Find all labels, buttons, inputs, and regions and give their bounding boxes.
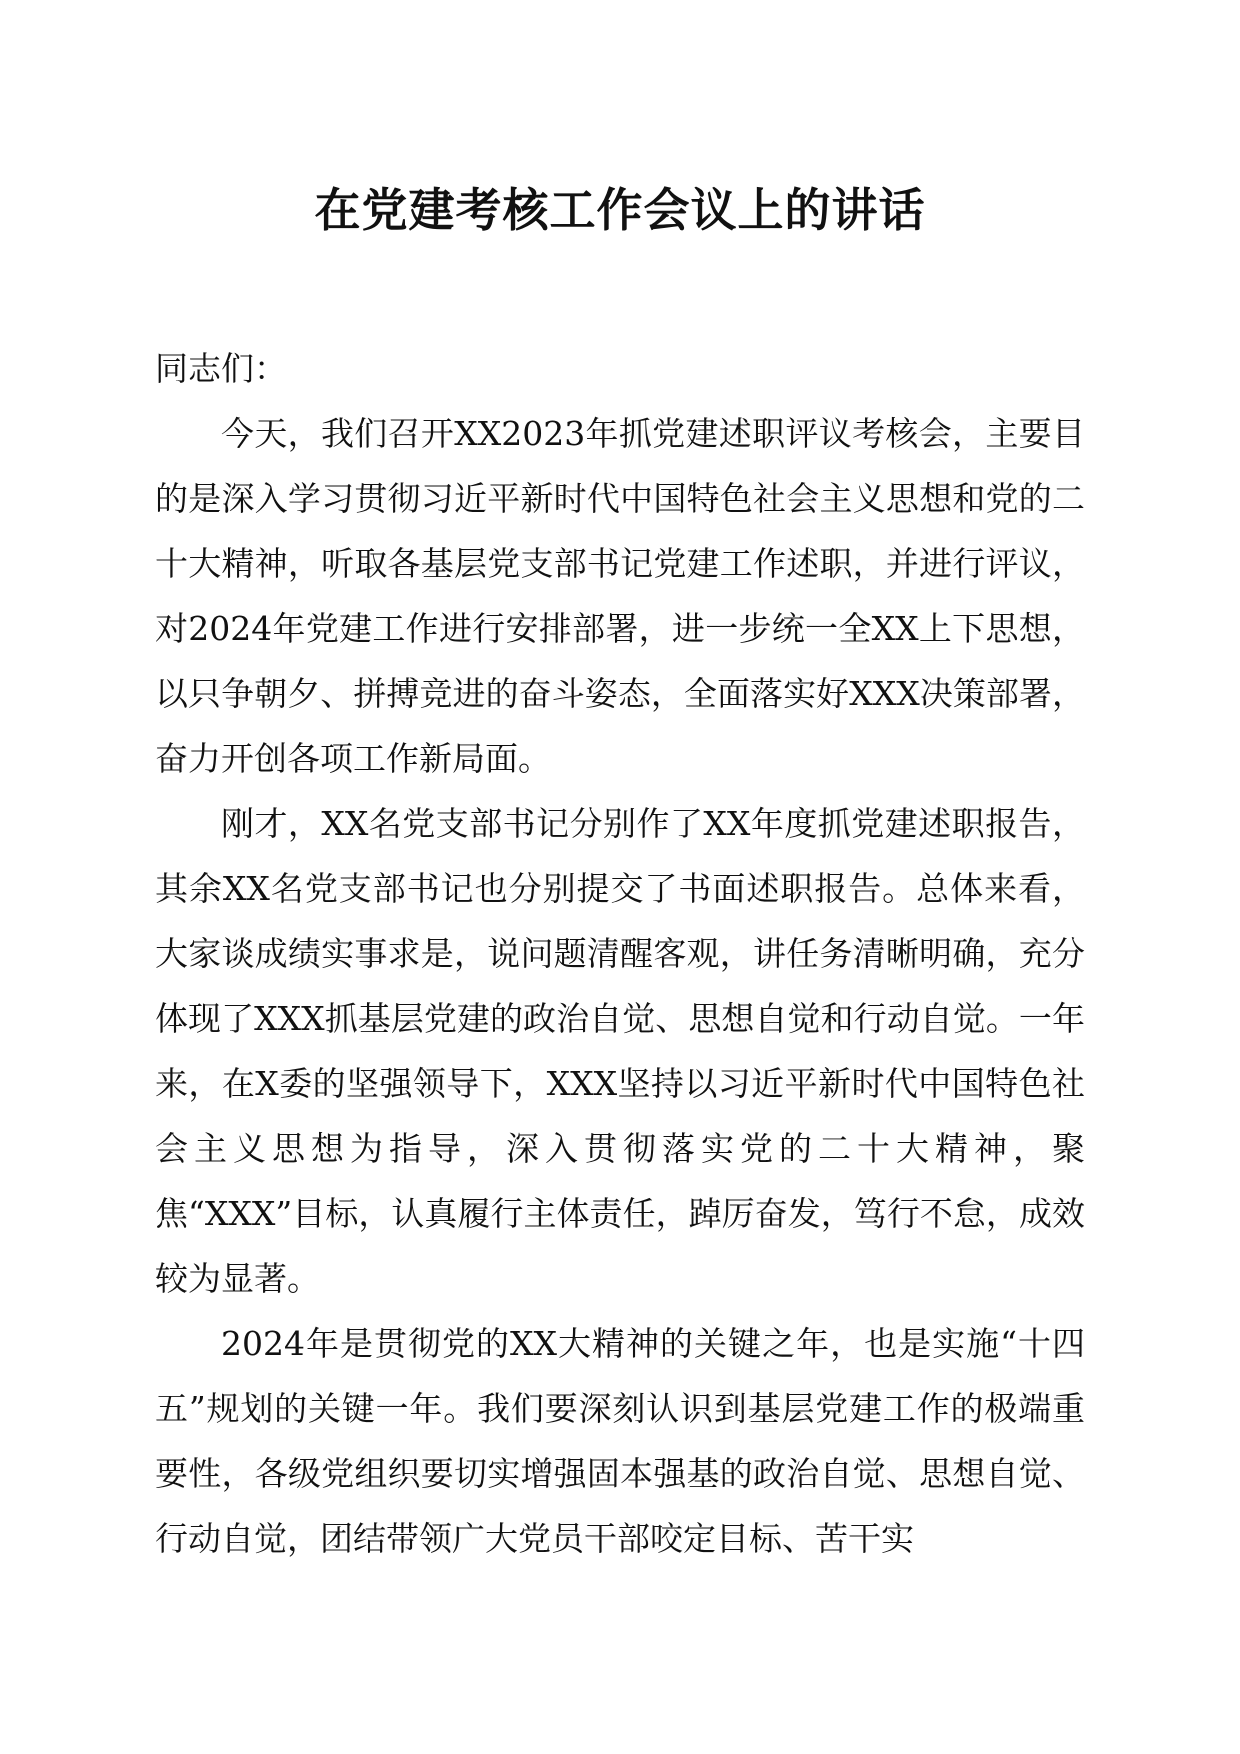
- paragraph-3: 2024年是贯彻党的XX大精神的关键之年，也是实施“十四五”规划的关键一年。我们要深刻认识到基层党建工作的极端重要性，各级党组织要切实增强固本强基的政治自觉、思想自觉、行动自觉，团结带领广大党员干部咬定目标、苦干实: [155, 1324, 1085, 1558]
- document-body: [155, 336, 1085, 1571]
- paragraph-2: 刚才，XX名党支部书记分别作了XX年度抓党建述职报告，其余XX名党支部书记也分别提交了书面述职报告。总体来看，大家谈成绩实事求是，说问题清醒客观，讲任务清晰明确，充分体现了XXX抓基层党建的政治自觉、思想自觉和行动自觉。一年来，在X委的坚强领导下，XXX坚持以习近平新时代中国特色社会主义思想为指导，深入贯彻落实党的二十大精神，聚焦“XXX”目标，认真履行主体责任，踔厉奋发，笃行不怠，成效较为显著。: [155, 804, 1085, 1298]
- salutation: 同志们：: [155, 349, 287, 388]
- paragraph-1: 今天，我们召开XX2023年抓党建述职评议考核会，主要目的是深入学习贯彻习近平新时代中国特色社会主义思想和党的二十大精神，听取各基层党支部书记党建工作述职，并进行评议，对2024年党建工作进行安排部署，进一步统一全XX上下思想，以只争朝夕、拼搏竞进的奋斗姿态，全面落实好XXX决策部署，奋力开创各项工作新局面。: [155, 414, 1085, 778]
- document-title: 在党建考核工作会议上的讲话: [314, 183, 926, 237]
